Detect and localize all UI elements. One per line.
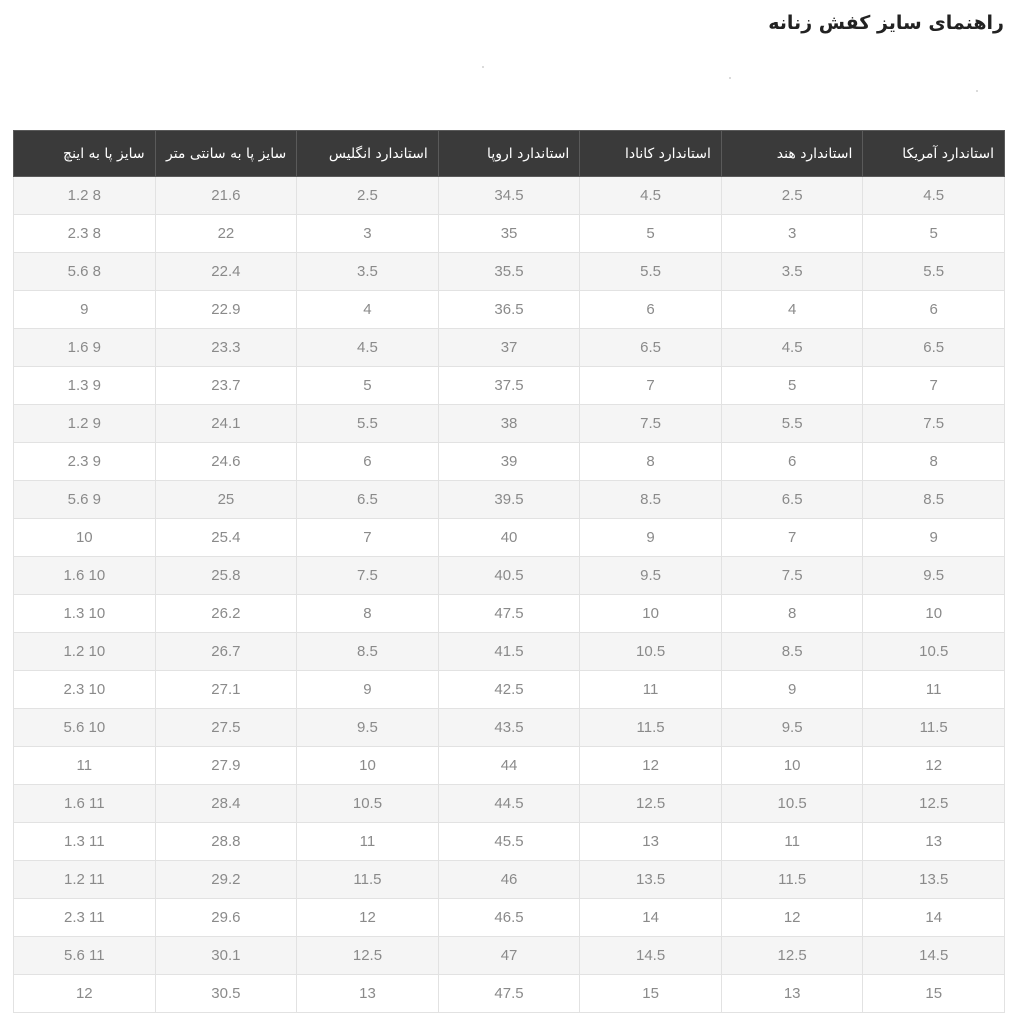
table-cell: 29.2	[155, 861, 297, 899]
table-cell: 5	[297, 367, 439, 405]
table-cell: 23.7	[155, 367, 297, 405]
table-cell: 44	[438, 747, 580, 785]
table-cell: 11	[580, 671, 722, 709]
table-cell: 6.5	[863, 329, 1005, 367]
table-cell: 9	[14, 291, 156, 329]
table-cell: 13	[863, 823, 1005, 861]
column-header: استاندارد هند	[721, 131, 863, 177]
table-cell: 12	[14, 975, 156, 1013]
table-cell: 10	[721, 747, 863, 785]
table-cell: 25.8	[155, 557, 297, 595]
table-cell: 11.5	[580, 709, 722, 747]
table-row	[14, 747, 1005, 785]
table-cell: 12.5	[721, 937, 863, 975]
table-cell: 14.5	[580, 937, 722, 975]
column-header: استاندارد آمریکا	[863, 131, 1005, 177]
table-cell: 1.2 8	[14, 177, 156, 215]
table-row	[14, 633, 1005, 671]
table-cell: 6	[297, 443, 439, 481]
decorative-dot	[482, 66, 484, 68]
table-cell: 2.3 8	[14, 215, 156, 253]
table-cell: 9.5	[580, 557, 722, 595]
table-cell: 21.6	[155, 177, 297, 215]
column-header: استاندارد اروپا	[438, 131, 580, 177]
table-cell: 5	[721, 367, 863, 405]
table-row	[14, 253, 1005, 291]
table-cell: 13.5	[580, 861, 722, 899]
table-cell: 10	[580, 595, 722, 633]
column-header: سایز پا به سانتی متر	[155, 131, 297, 177]
table-cell: 38	[438, 405, 580, 443]
table-cell: 4	[297, 291, 439, 329]
table-cell: 30.5	[155, 975, 297, 1013]
table-cell: 11.5	[297, 861, 439, 899]
table-cell: 7	[297, 519, 439, 557]
table-cell: 4.5	[721, 329, 863, 367]
table-cell: 8.5	[721, 633, 863, 671]
table-cell: 41.5	[438, 633, 580, 671]
table-cell: 3	[721, 215, 863, 253]
table-cell: 9	[863, 519, 1005, 557]
table-row	[14, 329, 1005, 367]
table-cell: 1.2 11	[14, 861, 156, 899]
table-cell: 26.7	[155, 633, 297, 671]
table-cell: 22	[155, 215, 297, 253]
table-row	[14, 177, 1005, 215]
table-cell: 47.5	[438, 595, 580, 633]
table-cell: 39.5	[438, 481, 580, 519]
table-row	[14, 823, 1005, 861]
table-cell: 1.3 10	[14, 595, 156, 633]
table-cell: 47.5	[438, 975, 580, 1013]
table-cell: 47	[438, 937, 580, 975]
table-cell: 9	[721, 671, 863, 709]
table-cell: 24.1	[155, 405, 297, 443]
table-cell: 10.5	[863, 633, 1005, 671]
table-cell: 5	[863, 215, 1005, 253]
table-cell: 40.5	[438, 557, 580, 595]
table-row	[14, 785, 1005, 823]
table-cell: 14	[863, 899, 1005, 937]
table-cell: 24.6	[155, 443, 297, 481]
table-cell: 43.5	[438, 709, 580, 747]
page-title: راهنمای سایز کفش زنانه	[768, 12, 1004, 34]
table-cell: 1.6 9	[14, 329, 156, 367]
table-cell: 27.9	[155, 747, 297, 785]
table-cell: 27.1	[155, 671, 297, 709]
table-cell: 10.5	[721, 785, 863, 823]
table-cell: 10	[863, 595, 1005, 633]
table-body	[14, 177, 1005, 1013]
column-header: استاندارد انگلیس	[297, 131, 439, 177]
table-cell: 22.9	[155, 291, 297, 329]
table-cell: 5.5	[297, 405, 439, 443]
table-cell: 1.6 11	[14, 785, 156, 823]
table-row	[14, 519, 1005, 557]
table-cell: 7.5	[297, 557, 439, 595]
table-cell: 5.5	[863, 253, 1005, 291]
table-cell: 5.6 11	[14, 937, 156, 975]
table-cell: 30.1	[155, 937, 297, 975]
table-cell: 7	[721, 519, 863, 557]
table-row	[14, 405, 1005, 443]
table-cell: 13	[721, 975, 863, 1013]
table-cell: 28.4	[155, 785, 297, 823]
table-cell: 2.5	[297, 177, 439, 215]
table-cell: 9.5	[297, 709, 439, 747]
table-cell: 46.5	[438, 899, 580, 937]
table-row	[14, 443, 1005, 481]
table-cell: 2.3 9	[14, 443, 156, 481]
table-cell: 3.5	[297, 253, 439, 291]
table-cell: 13.5	[863, 861, 1005, 899]
table-cell: 8	[580, 443, 722, 481]
table-cell: 40	[438, 519, 580, 557]
size-guide-table	[13, 130, 1005, 1013]
table-cell: 6.5	[721, 481, 863, 519]
table-cell: 12.5	[580, 785, 722, 823]
table-cell: 12.5	[863, 785, 1005, 823]
table-row	[14, 937, 1005, 975]
table-row	[14, 861, 1005, 899]
table-cell: 5.6 9	[14, 481, 156, 519]
table-cell: 8	[863, 443, 1005, 481]
table-cell: 29.6	[155, 899, 297, 937]
table-header	[14, 131, 1005, 177]
table-row	[14, 215, 1005, 253]
table-cell: 42.5	[438, 671, 580, 709]
table-row	[14, 975, 1005, 1013]
table-cell: 4.5	[863, 177, 1005, 215]
table-row	[14, 557, 1005, 595]
table-cell: 6.5	[297, 481, 439, 519]
table-cell: 25.4	[155, 519, 297, 557]
table-cell: 4	[721, 291, 863, 329]
table-cell: 3.5	[721, 253, 863, 291]
table-cell: 15	[580, 975, 722, 1013]
table-cell: 1.6 10	[14, 557, 156, 595]
table-cell: 37.5	[438, 367, 580, 405]
table-cell: 8	[721, 595, 863, 633]
decorative-dot	[729, 77, 731, 79]
table-cell: 9	[580, 519, 722, 557]
table-cell: 10.5	[580, 633, 722, 671]
table-cell: 26.2	[155, 595, 297, 633]
table-cell: 15	[863, 975, 1005, 1013]
table-cell: 7	[863, 367, 1005, 405]
table-row	[14, 595, 1005, 633]
table-cell: 7.5	[580, 405, 722, 443]
table-cell: 1.2 9	[14, 405, 156, 443]
table-cell: 6.5	[580, 329, 722, 367]
table-row	[14, 709, 1005, 747]
table-cell: 9.5	[863, 557, 1005, 595]
table-cell: 14.5	[863, 937, 1005, 975]
table-cell: 10	[14, 519, 156, 557]
table-cell: 12	[721, 899, 863, 937]
table-cell: 6	[863, 291, 1005, 329]
decorative-dot	[976, 90, 978, 92]
table-cell: 12	[863, 747, 1005, 785]
table-cell: 1.3 9	[14, 367, 156, 405]
table-cell: 27.5	[155, 709, 297, 747]
table-cell: 12	[297, 899, 439, 937]
table-row	[14, 671, 1005, 709]
table-cell: 11	[14, 747, 156, 785]
table-cell: 5.5	[580, 253, 722, 291]
table-cell: 10	[297, 747, 439, 785]
table-cell: 1.3 11	[14, 823, 156, 861]
column-header: سایز پا به اینچ	[14, 131, 156, 177]
table-cell: 6	[721, 443, 863, 481]
table-cell: 11	[863, 671, 1005, 709]
table-cell: 23.3	[155, 329, 297, 367]
table-cell: 7.5	[721, 557, 863, 595]
table-cell: 9.5	[721, 709, 863, 747]
header-row	[14, 131, 1005, 177]
table-cell: 39	[438, 443, 580, 481]
table-cell: 8	[297, 595, 439, 633]
table-cell: 37	[438, 329, 580, 367]
table-cell: 2.3 11	[14, 899, 156, 937]
table-row	[14, 367, 1005, 405]
table-cell: 13	[580, 823, 722, 861]
table-cell: 11.5	[721, 861, 863, 899]
table-cell: 13	[297, 975, 439, 1013]
table-cell: 45.5	[438, 823, 580, 861]
table-cell: 10.5	[297, 785, 439, 823]
size-guide-table-container	[13, 130, 1005, 1013]
table-cell: 35	[438, 215, 580, 253]
table-cell: 4.5	[580, 177, 722, 215]
table-cell: 6	[580, 291, 722, 329]
table-cell: 8.5	[580, 481, 722, 519]
table-cell: 5	[580, 215, 722, 253]
table-cell: 4.5	[297, 329, 439, 367]
table-cell: 2.3 10	[14, 671, 156, 709]
column-header: استاندارد کانادا	[580, 131, 722, 177]
table-cell: 8.5	[863, 481, 1005, 519]
table-cell: 11.5	[863, 709, 1005, 747]
table-cell: 3	[297, 215, 439, 253]
table-cell: 12.5	[297, 937, 439, 975]
table-cell: 25	[155, 481, 297, 519]
table-cell: 8.5	[297, 633, 439, 671]
table-cell: 28.8	[155, 823, 297, 861]
table-cell: 46	[438, 861, 580, 899]
table-cell: 22.4	[155, 253, 297, 291]
table-cell: 44.5	[438, 785, 580, 823]
table-cell: 36.5	[438, 291, 580, 329]
table-cell: 9	[297, 671, 439, 709]
table-row	[14, 291, 1005, 329]
table-cell: 1.2 10	[14, 633, 156, 671]
table-row	[14, 481, 1005, 519]
table-cell: 34.5	[438, 177, 580, 215]
table-cell: 2.5	[721, 177, 863, 215]
table-cell: 7.5	[863, 405, 1005, 443]
table-cell: 7	[580, 367, 722, 405]
table-cell: 14	[580, 899, 722, 937]
table-cell: 35.5	[438, 253, 580, 291]
table-row	[14, 899, 1005, 937]
table-cell: 5.5	[721, 405, 863, 443]
table-cell: 11	[297, 823, 439, 861]
table-cell: 5.6 10	[14, 709, 156, 747]
table-cell: 11	[721, 823, 863, 861]
table-cell: 12	[580, 747, 722, 785]
table-cell: 5.6 8	[14, 253, 156, 291]
